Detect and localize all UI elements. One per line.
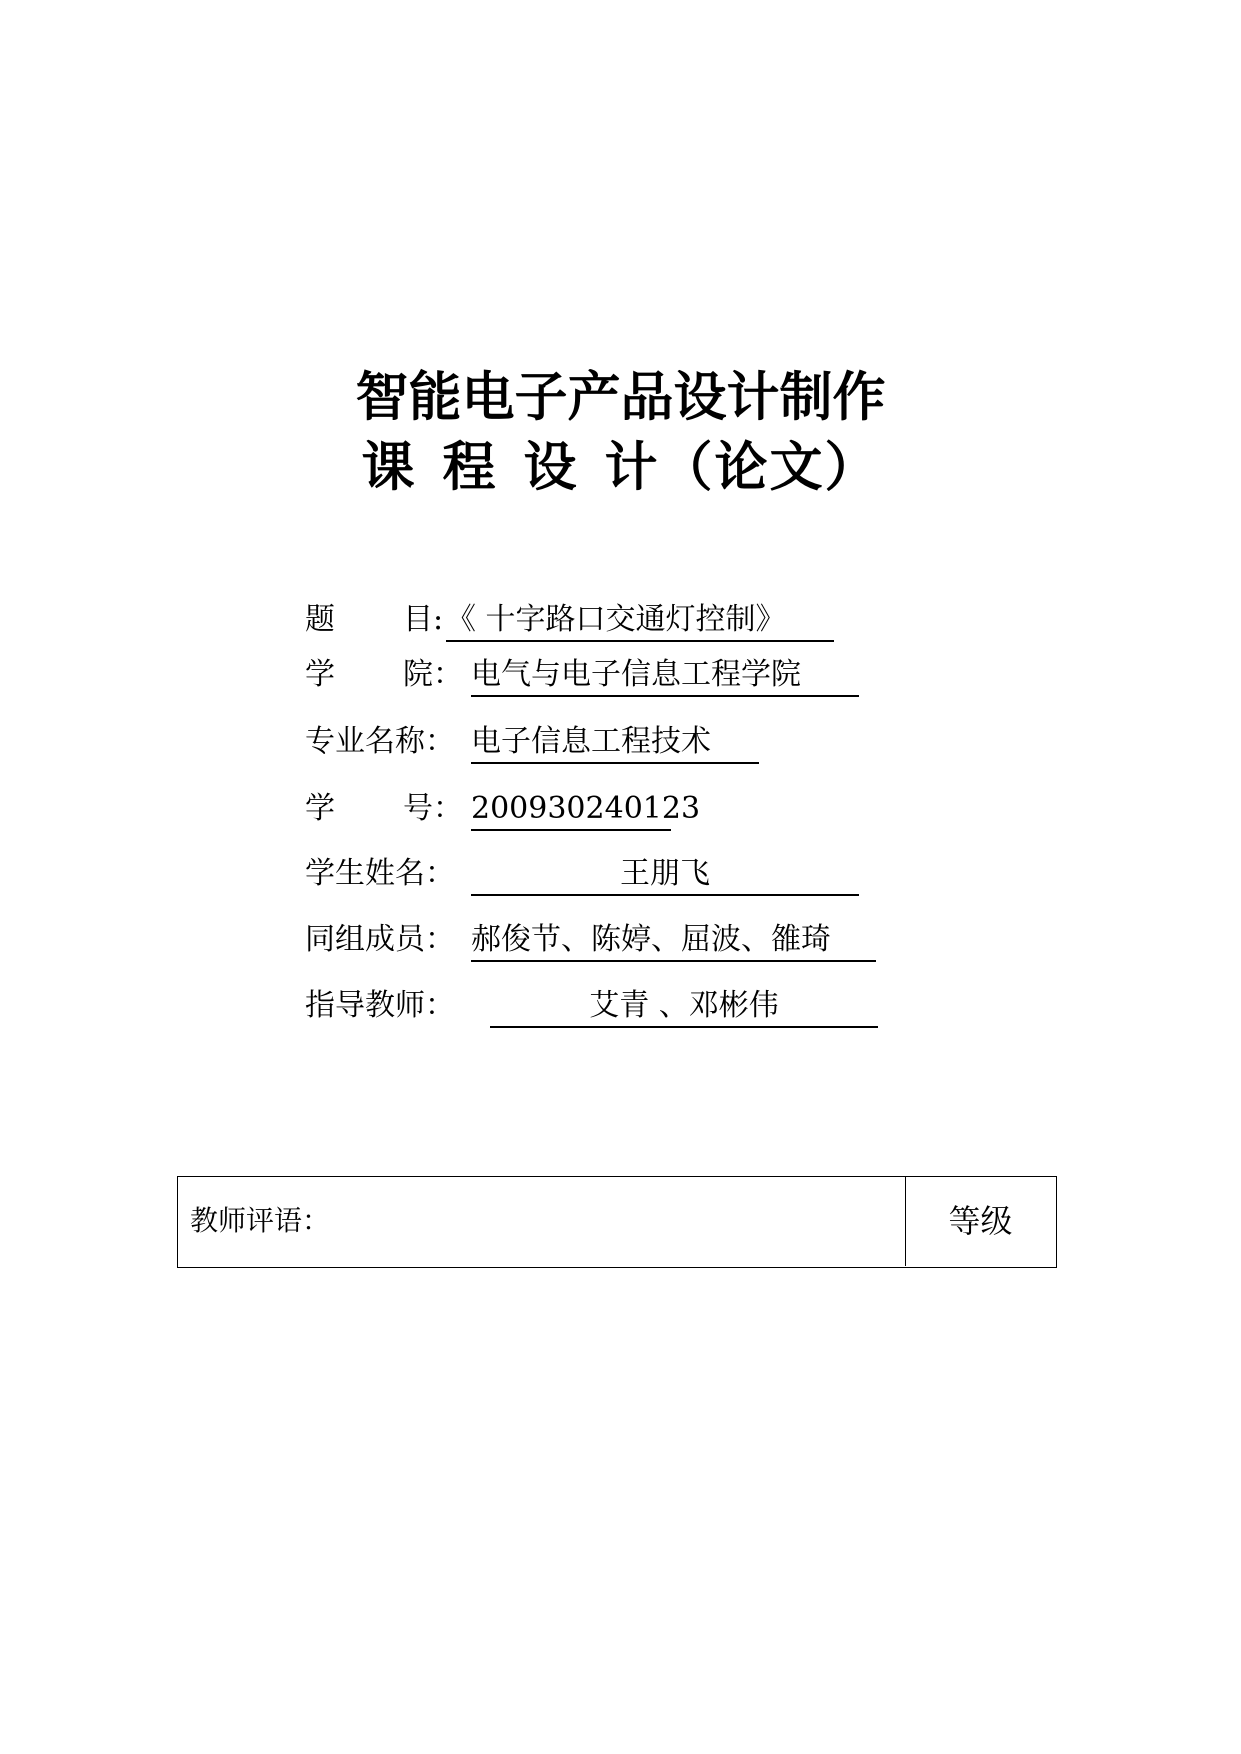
grade-cell xyxy=(906,1177,1055,1266)
grade-label: 等级 xyxy=(948,1202,1013,1240)
field-student-id-label-start: 学 xyxy=(305,791,335,826)
field-college-label-start: 学 xyxy=(305,657,335,692)
field-topic-label-end: 目: xyxy=(403,602,444,637)
field-student-id-value: 200930240123 xyxy=(471,787,671,831)
field-advisor-value: 艾青 、邓彬伟 xyxy=(490,984,878,1028)
field-topic-label-start: 题 xyxy=(305,602,335,637)
field-student-id-label-end: 号： xyxy=(403,791,463,826)
field-college-value: 电气与电子信息工程学院 xyxy=(471,653,859,697)
subtitle-char-3: 设 xyxy=(523,437,579,498)
field-college-label-end: 院： xyxy=(403,657,463,692)
field-major-label: 专业名称： xyxy=(305,724,455,759)
field-group-members-label: 同组成员： xyxy=(305,922,455,957)
subtitle-char-1: 课 xyxy=(361,437,417,498)
teacher-remark-label: 教师评语： xyxy=(190,1204,331,1237)
subtitle-char-2: 程 xyxy=(442,437,498,498)
subtitle-rest: 计（论文） xyxy=(604,437,880,498)
teacher-remark-cell xyxy=(178,1177,906,1266)
field-student-id-label xyxy=(305,787,470,831)
evaluation-table xyxy=(177,1176,1057,1268)
field-student-name-label: 学生姓名： xyxy=(305,856,455,891)
field-topic-value: 《 十字路口交通灯控制》 xyxy=(446,598,834,642)
document-subtitle xyxy=(0,436,1241,500)
field-major-value: 电子信息工程技术 xyxy=(471,720,759,764)
field-student-name-value: 王朋飞 xyxy=(471,852,859,896)
field-advisor-label: 指导教师： xyxy=(305,988,455,1023)
field-group-members-value: 郝俊节、陈婷、屈波、雒琦 xyxy=(471,918,876,962)
document-title: 智能电子产品设计制作 xyxy=(355,367,886,428)
field-college-label xyxy=(305,653,470,697)
